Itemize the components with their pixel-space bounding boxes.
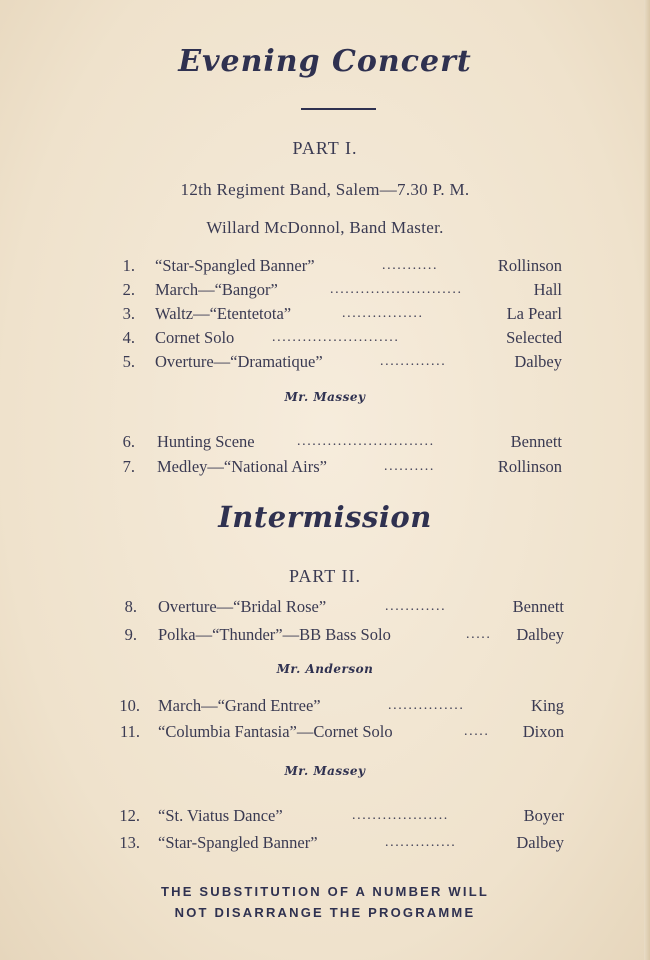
intermission-heading: Intermission (218, 500, 432, 534)
programme-item (0, 352, 650, 374)
notice-line-2: NOT DISARRANGE THE PROGRAMME (174, 905, 476, 920)
page-title: Evening Concert (178, 44, 472, 79)
performer-label: Mr. Anderson (276, 662, 374, 676)
item-composer: Dalbey (516, 833, 564, 852)
title-divider (301, 108, 376, 110)
item-composer: Selected (506, 328, 562, 347)
item-title: March—“Bangor” (155, 280, 278, 299)
item-composer: Bennett (510, 432, 562, 451)
item-number: 6. (122, 432, 135, 451)
item-number: 3. (122, 304, 135, 323)
item-composer: La Pearl (506, 304, 562, 323)
item-number: 12. (119, 806, 140, 825)
item-composer: Rollinson (497, 457, 562, 476)
programme-item (0, 833, 650, 855)
item-composer: Rollinson (497, 256, 562, 275)
item-composer: King (531, 696, 564, 715)
part-1-heading: PART I. (292, 138, 358, 158)
item-title: Polka—“Thunder”—BB Bass Solo (158, 625, 391, 644)
item-composer: Dalbey (514, 352, 562, 371)
item-composer: Bennett (512, 597, 564, 616)
item-title: “Star-Spangled Banner” (155, 256, 315, 275)
item-composer: Hall (533, 280, 562, 299)
item-number: 9. (124, 625, 137, 644)
item-title: “Columbia Fantasia”—Cornet Solo (158, 722, 393, 741)
item-title: “Star-Spangled Banner” (158, 833, 318, 852)
item-leader-dots: ............... (388, 698, 465, 713)
item-title: Overture—“Dramatique” (155, 352, 323, 371)
item-leader-dots: ........................... (297, 434, 435, 449)
item-number: 11. (119, 722, 140, 741)
item-number: 10. (119, 696, 140, 715)
item-composer: Boyer (523, 806, 564, 825)
item-title: Hunting Scene (157, 432, 255, 451)
programme-item (0, 304, 650, 326)
item-composer: Dixon (522, 722, 564, 741)
item-number: 8. (124, 597, 137, 616)
item-leader-dots: ..... (464, 724, 490, 739)
item-leader-dots: ............ (385, 599, 447, 614)
item-number: 4. (122, 328, 135, 347)
programme-item (0, 806, 650, 828)
performer-label: Mr. Massey (284, 390, 366, 404)
item-number: 13. (119, 833, 140, 852)
item-leader-dots: ............. (380, 354, 447, 369)
performer-label: Mr. Massey (284, 764, 366, 778)
part-2-heading: PART II. (289, 566, 361, 586)
item-leader-dots: ......................... (272, 330, 400, 345)
item-number: 7. (122, 457, 135, 476)
item-title: Medley—“National Airs” (157, 457, 327, 476)
item-title: Cornet Solo (155, 328, 235, 347)
item-title: Overture—“Bridal Rose” (158, 597, 327, 616)
programme-item (0, 696, 650, 718)
programme-item (0, 432, 650, 454)
band-master-line: Willard McDonnol, Band Master. (206, 218, 444, 237)
item-title: March—“Grand Entree” (158, 696, 321, 715)
programme-item (0, 722, 650, 744)
programme-item (0, 625, 650, 647)
item-number: 2. (122, 280, 135, 299)
programme-item (0, 597, 650, 619)
programme-item (0, 280, 650, 302)
band-line: 12th Regiment Band, Salem—7.30 P. M. (180, 180, 470, 199)
item-leader-dots: ................... (352, 808, 449, 823)
item-leader-dots: .............. (385, 835, 457, 850)
item-leader-dots: ..... (466, 627, 492, 642)
item-title: Waltz—“Etentetota” (155, 304, 292, 323)
item-leader-dots: .......... (384, 459, 435, 474)
item-leader-dots: .......................... (330, 282, 463, 297)
item-leader-dots: ................ (342, 306, 424, 321)
item-number: 1. (122, 256, 135, 275)
programme-item (0, 328, 650, 350)
notice-line-1: THE SUBSTITUTION OF A NUMBER WILL (160, 884, 489, 899)
programme-item (0, 256, 650, 278)
item-leader-dots: ........... (382, 258, 439, 273)
item-composer: Dalbey (516, 625, 564, 644)
programme-item (0, 457, 650, 479)
item-number: 5. (122, 352, 135, 371)
item-title: “St. Viatus Dance” (158, 806, 283, 825)
